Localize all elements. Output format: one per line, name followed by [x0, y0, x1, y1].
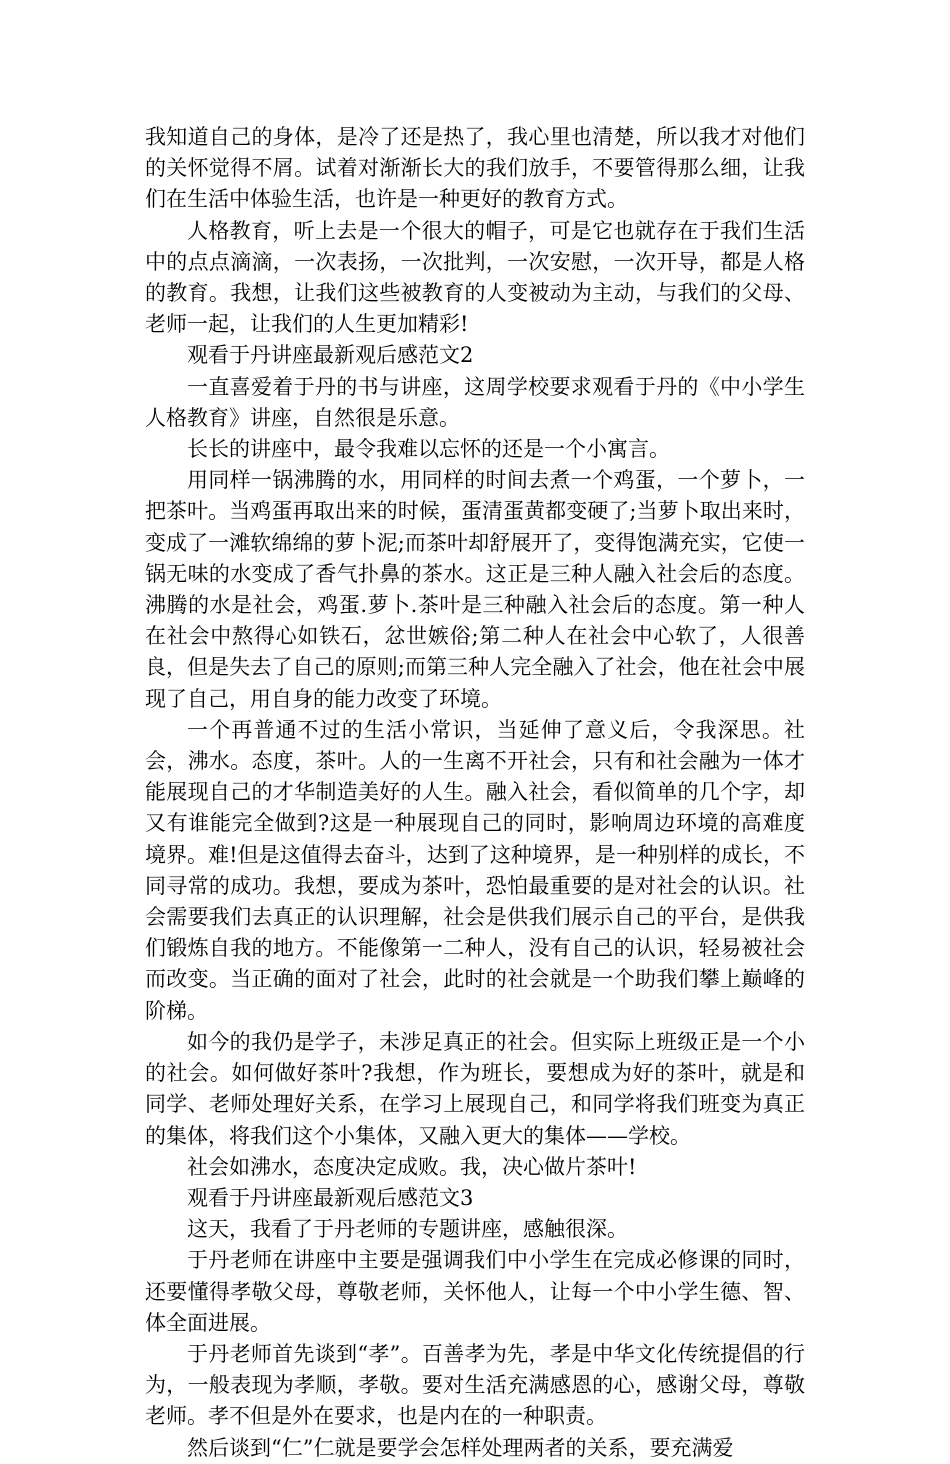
document-body [145, 122, 805, 1464]
paragraph: 社会如沸水，态度决定成败。我，决心做片茶叶! [187, 1154, 637, 1179]
section-heading: 观看于丹讲座最新观后感范文2 [187, 343, 474, 368]
paragraph: 于丹老师首先谈到“孝”。百善孝为先，孝是中华文化传统提倡的行为，一般表现为孝顺，孝敬。要对生活充满感恩的心，感谢父母，尊敬老师。孝不但是外在要求，也是内在的一种职责。 [145, 1341, 805, 1429]
section-heading: 观看于丹讲座最新观后感范文3 [187, 1185, 474, 1210]
paragraph: 一直喜爱着于丹的书与讲座，这周学校要求观看于丹的《中小学生人格教育》讲座，自然很是乐意。 [145, 374, 805, 430]
paragraph: 一个再普通不过的生活小常识，当延伸了意义后，令我深思。社会，沸水。态度，茶叶。人的一生离不开社会，只有和社会融为一体才能展现自己的才华制造美好的人生。融入社会，看似简单的几个字，却又有谁能完全做到?这是一种展现自己的同时，影响周边环境的高难度境界。难!但是这值得去奋斗，达到了这种境界，是一种别样的成长，不同寻常的成功。我想，要成为茶叶，恐怕最重要的是对社会的认识。社会需要我们去真正的认识理解，社会是供我们展示自己的平台，是供我们锻炼自我的地方。不能像第一二种人，没有自己的认识，轻易被社会而改变。当正确的面对了社会，此时的社会就是一个助我们攀上巅峰的阶梯。 [145, 717, 805, 1023]
paragraph: 如今的我仍是学子，未涉足真正的社会。但实际上班级正是一个小的社会。如何做好茶叶?我想，作为班长，要想成为好的茶叶，就是和同学、老师处理好关系，在学习上展现自己，和同学将我们班变为真正的集体，将我们这个小集体，又融入更大的集体——学校。 [145, 1029, 805, 1148]
paragraph: 用同样一锅沸腾的水，用同样的时间去煮一个鸡蛋，一个萝卜，一把茶叶。当鸡蛋再取出来的时候，蛋清蛋黄都变硬了;当萝卜取出来时，变成了一滩软绵绵的萝卜泥;而茶叶却舒展开了，变得饱满充实，它使一锅无味的水变成了香气扑鼻的茶水。这正是三种人融入社会后的态度。沸腾的水是社会，鸡蛋.萝卜.茶叶是三种融入社会后的态度。第一种人在社会中熬得心如铁石，忿世嫉俗;第二种人在社会中心软了，人很善良，但是失去了自己的原则;而第三种人完全融入了社会，他在社会中展现了自己，用自身的能力改变了环境。 [145, 468, 805, 711]
paragraph: 人格教育，听上去是一个很大的帽子，可是它也就存在于我们生活中的点点滴滴，一次表扬，一次批判，一次安慰，一次开导，都是人格的教育。我想，让我们这些被教育的人变被动为主动，与我们的父母、老师一起，让我们的人生更加精彩! [145, 218, 805, 337]
paragraph: 长长的讲座中，最令我难以忘怀的还是一个小寓言。 [187, 437, 670, 462]
paragraph: 我知道自己的身体，是冷了还是热了，我心里也清楚，所以我才对他们的关怀觉得不屑。试着对渐渐长大的我们放手，不要管得那么细，让我们在生活中体验生活，也许是一种更好的教育方式。 [145, 125, 805, 212]
paragraph: 然后谈到“仁”仁就是要学会怎样处理两者的关系，要充满爱 [187, 1435, 734, 1460]
paragraph: 于丹老师在讲座中主要是强调我们中小学生在完成必修课的同时，还要懂得孝敬父母，尊敬老师，关怀他人，让每一个中小学生德、智、体全面进展。 [145, 1248, 805, 1335]
paragraph: 这天，我看了于丹老师的专题讲座，感触很深。 [187, 1217, 628, 1242]
